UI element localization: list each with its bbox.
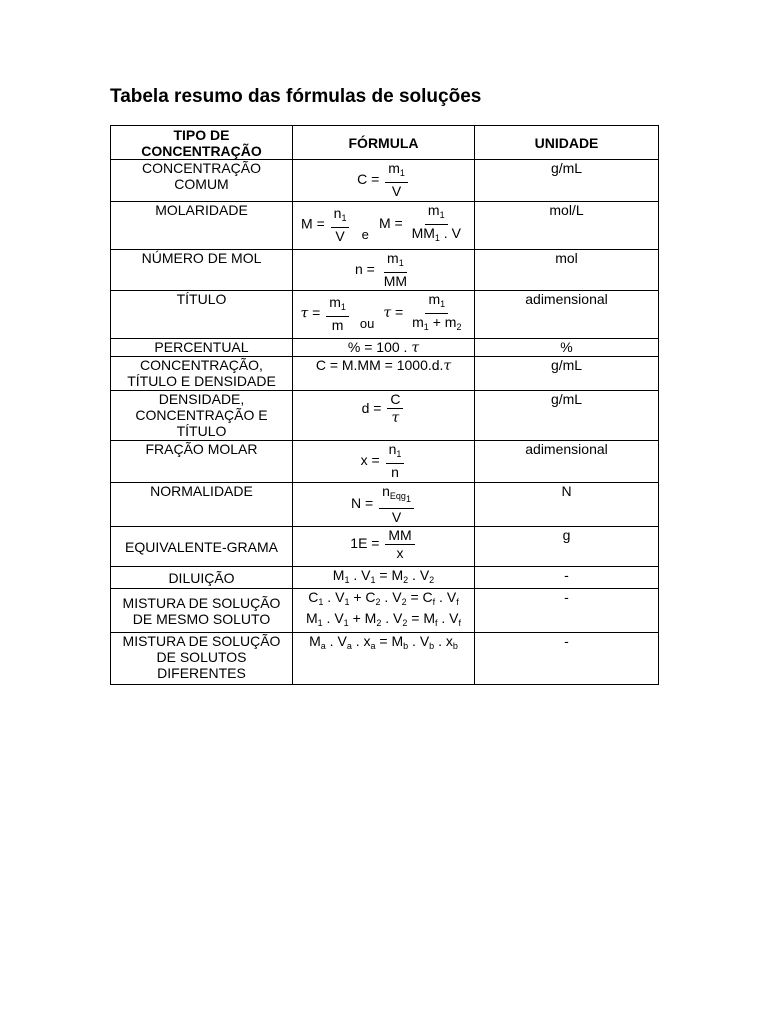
formula-numero-de-mol: n = $\frac{m_1}{MM}$ [293,250,475,291]
row-unidade: g/mL [475,357,659,391]
formula-titulo: τ = $\frac{m_1}{m}$ ou τ = $\frac{m_1}{m_1 + m_2}$ [293,291,475,339]
table-header-row [111,126,659,160]
formula-concentracao-comum: C = $\frac{m_1}{V}$ [293,160,475,202]
table-row [111,250,659,291]
connector-e: e [361,226,369,242]
row-unidade: - [475,589,659,633]
row-tipo: DILUIÇÃO [111,567,293,589]
table-row [111,357,659,391]
row-tipo: EQUIVALENTE-GRAMA [111,527,293,567]
formulas-table [110,125,659,685]
row-unidade: % [475,339,659,357]
row-tipo: NÚMERO DE MOL [111,250,293,291]
table-row [111,339,659,357]
row-tipo: DENSIDADE, CONCENTRAÇÃO E TÍTULO [111,391,293,441]
table-row [111,589,659,633]
formula-mistura-solutos-diferentes: $M_a$ . $V_a$ . $x_a = M_b$ . $V_b$ . $x_b$ [293,633,475,685]
formula-fracao-molar: x = $\frac{n_1}{n}$ [293,441,475,483]
row-tipo: FRAÇÃO MOLAR [111,441,293,483]
table-row [111,483,659,527]
formula-mistura-mesmo-soluto: $C_1$ . $V_1 + C_2$ . $V_2 = C_f$ . $V_f$ $M_1$ . $V_1 + M_2$ . $V_2 = M_f$ . $V_f$ [293,589,475,633]
formula-percentual: % = 100 . τ [293,339,475,357]
row-unidade: adimensional [475,441,659,483]
formula-diluicao: $M_1$ . $V_1 = M_2$ . $V_2$ [293,567,475,589]
table-row [111,160,659,202]
header-unidade: UNIDADE [475,126,659,160]
table-row [111,391,659,441]
formula-concentracao-titulo-densidade: C = M.MM = 1000.d.τ [293,357,475,391]
row-tipo: MISTURA DE SOLUÇÃO DE MESMO SOLUTO [111,589,293,633]
row-unidade: mol [475,250,659,291]
row-unidade: g [475,527,659,567]
connector-ou: ou [359,315,375,331]
row-unidade: adimensional [475,291,659,339]
formula-densidade: d = $\frac{C}{\tau}$ [293,391,475,441]
table-row [111,202,659,250]
row-unidade: - [475,567,659,589]
row-unidade: - [475,633,659,685]
table-row [111,291,659,339]
table-row [111,633,659,685]
formula-normalidade: N = $\frac{n_{Eqg_1}}{V}$ [293,483,475,527]
formula-molaridade: M = $\frac{n_1}{V}$ e M = $\frac{m_1}{MM_1 . V}$ [293,202,475,250]
table-row [111,567,659,589]
header-tipo: TIPO DE CONCENTRAÇÃO [111,126,293,160]
formula-equivalente-grama: 1E = $\frac{MM}{x}$ [293,527,475,567]
table-row [111,441,659,483]
row-unidade: g/mL [475,160,659,202]
row-tipo: PERCENTUAL [111,339,293,357]
row-unidade: mol/L [475,202,659,250]
row-tipo: CONCENTRAÇÃO COMUM [111,160,293,202]
row-unidade: N [475,483,659,527]
page-title: Tabela resumo das fórmulas de soluções [110,86,482,107]
table-row [111,527,659,567]
row-tipo: MISTURA DE SOLUÇÃO DE SOLUTOS DIFERENTES [111,633,293,685]
row-tipo: NORMALIDADE [111,483,293,527]
row-tipo: TÍTULO [111,291,293,339]
row-unidade: g/mL [475,391,659,441]
row-tipo: CONCENTRAÇÃO, TÍTULO E DENSIDADE [111,357,293,391]
header-formula: FÓRMULA [293,126,475,160]
row-tipo: MOLARIDADE [111,202,293,250]
